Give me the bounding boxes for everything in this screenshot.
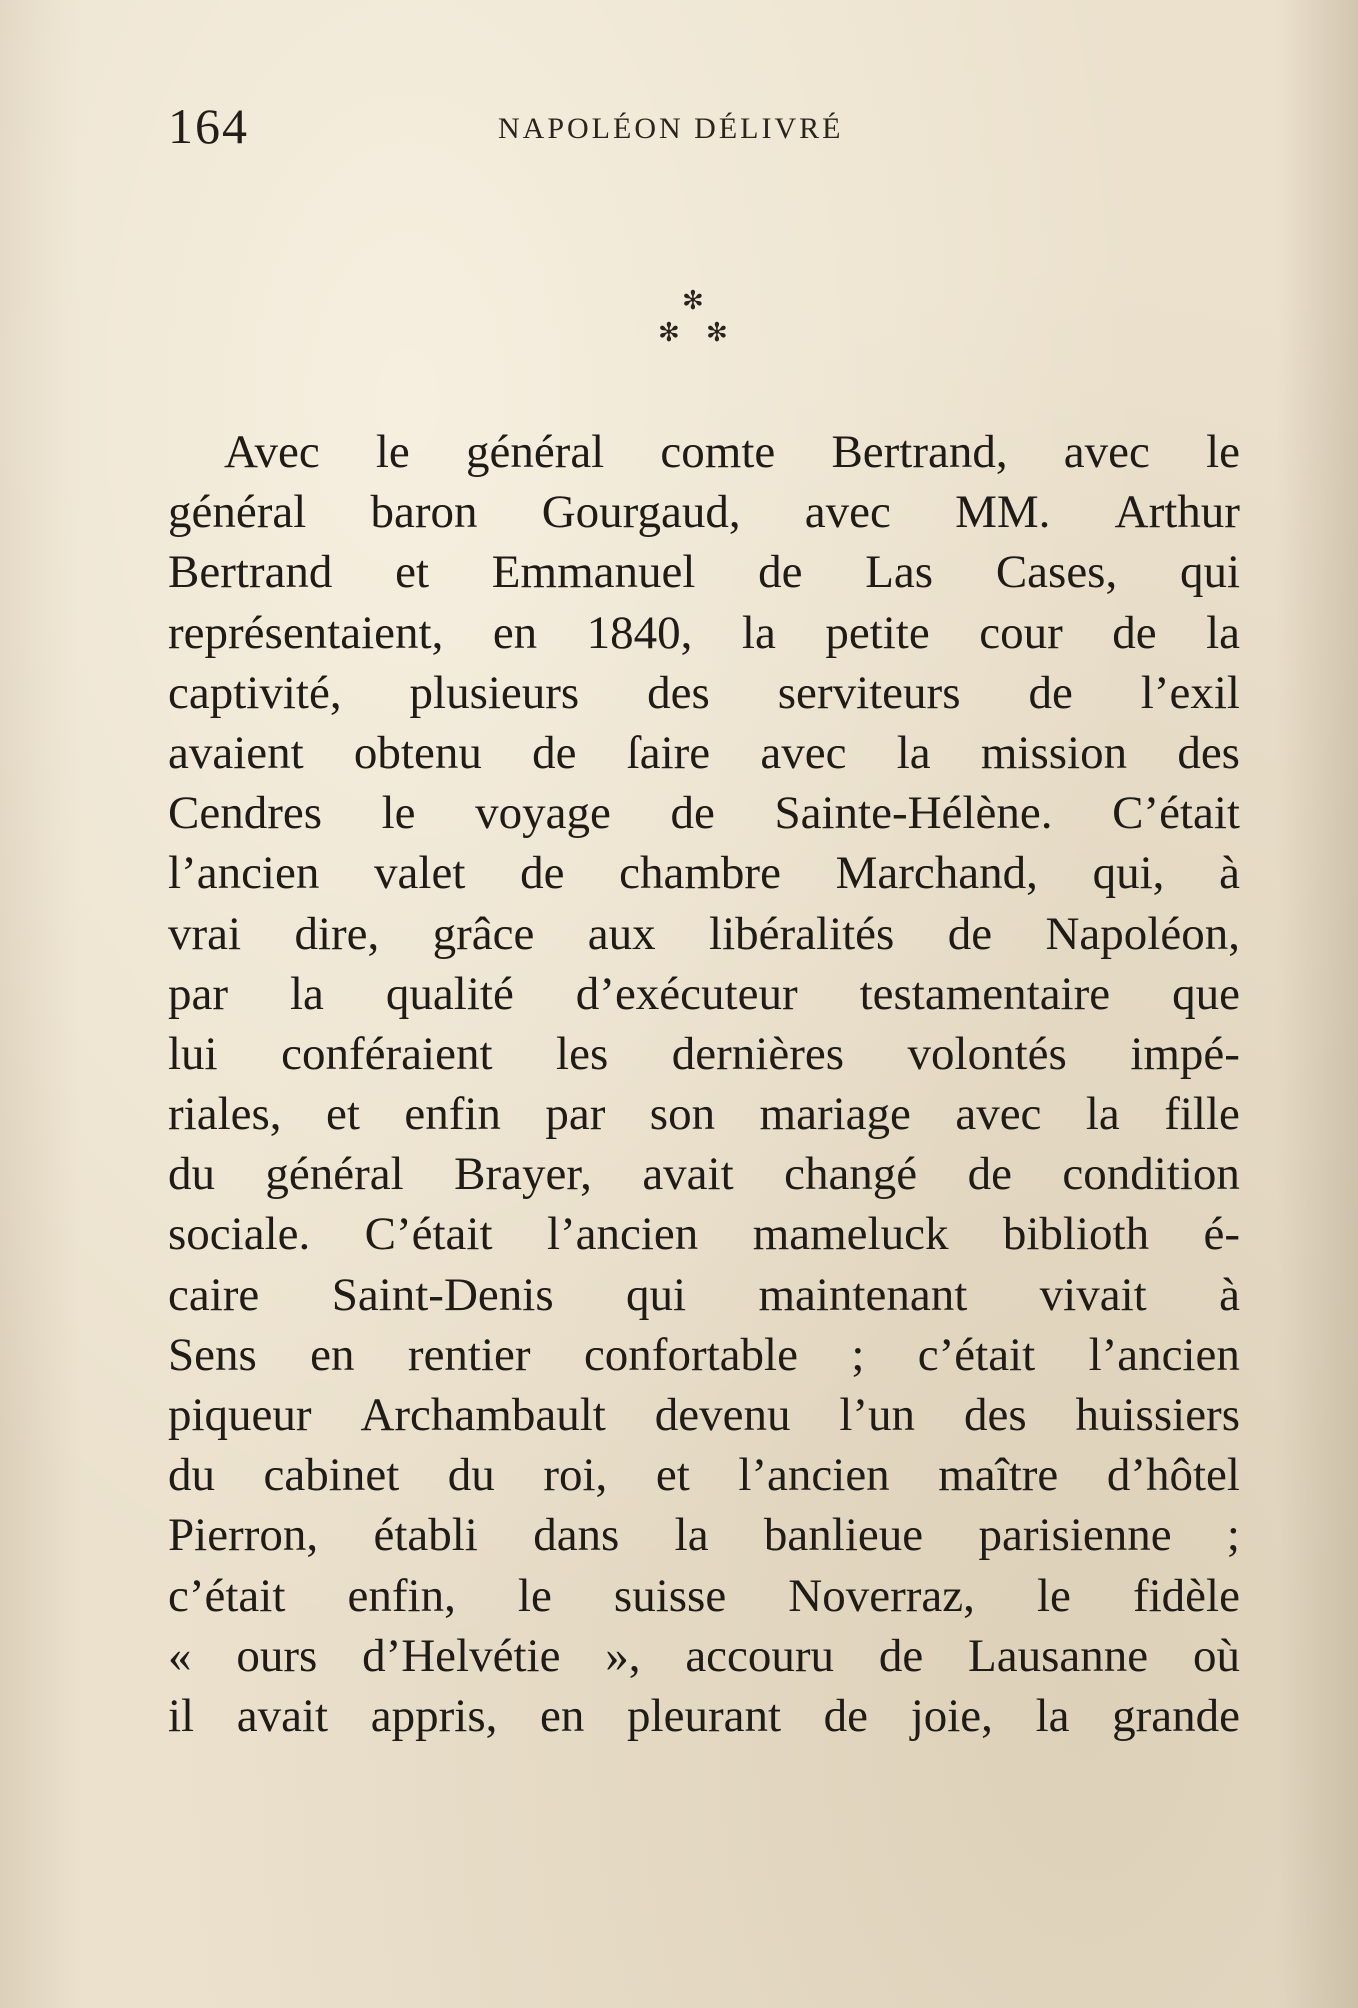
word: grâce <box>432 907 535 960</box>
word: accouru <box>685 1629 835 1682</box>
word: Emmanuel <box>491 546 696 599</box>
word: huissiers <box>1075 1389 1240 1441</box>
word: Lausanne <box>968 1629 1149 1682</box>
page-header <box>168 96 1240 156</box>
word: des <box>1177 726 1240 779</box>
word: avec <box>804 486 891 539</box>
word: de <box>967 1148 1012 1201</box>
word: des <box>647 666 710 719</box>
word: biblioth <box>1002 1208 1150 1261</box>
word: dernières <box>671 1027 844 1080</box>
text-line <box>168 1024 1240 1084</box>
word: du <box>447 1449 495 1502</box>
word: Noverraz, <box>788 1569 975 1622</box>
word: par <box>168 967 229 1020</box>
word: la <box>1206 606 1240 659</box>
word: valet <box>374 847 466 900</box>
word: établi <box>373 1509 478 1562</box>
text-line <box>168 1566 1240 1626</box>
word: dans <box>533 1509 620 1562</box>
word: maintenant <box>758 1268 968 1321</box>
word: et <box>655 1449 690 1502</box>
word: l’ancien <box>546 1208 699 1261</box>
word: », <box>605 1629 641 1682</box>
running-title: NAPOLÉON DÉLIVRÉ <box>498 112 844 145</box>
word: où <box>1192 1629 1240 1682</box>
word: représentaient, <box>168 606 444 659</box>
word: confortable <box>583 1328 798 1381</box>
word: avait <box>642 1148 734 1201</box>
text-line <box>168 422 1240 482</box>
word: la <box>1035 1689 1070 1742</box>
word: baron <box>370 486 478 539</box>
word: de <box>1028 666 1073 719</box>
word: de <box>1112 606 1157 659</box>
word: impé- <box>1130 1027 1240 1080</box>
star-icon: ✻ <box>682 286 704 316</box>
word: le <box>375 426 410 478</box>
word: d’Helvétie <box>362 1629 561 1682</box>
word: enfin, <box>347 1569 456 1622</box>
word: ; <box>1226 1509 1240 1562</box>
word: Archambault <box>360 1389 606 1441</box>
word: Cases, <box>995 546 1118 599</box>
text-line <box>168 723 1240 783</box>
word: Brayer, <box>454 1148 592 1201</box>
word: cour <box>979 606 1063 659</box>
word: ſaire <box>626 726 711 779</box>
word: à <box>1219 1268 1240 1321</box>
word: Sainte-Hélène. <box>774 787 1053 840</box>
word: voyage <box>475 787 611 840</box>
word: et <box>395 546 430 599</box>
word: avaient <box>168 726 304 779</box>
word: captivité, <box>168 666 342 719</box>
asterism-ornament <box>640 288 750 368</box>
word: de <box>758 546 803 599</box>
word: appris, <box>370 1689 498 1742</box>
word: la <box>896 726 931 779</box>
word: roi, <box>543 1449 608 1502</box>
word: qui, <box>1092 847 1165 900</box>
word: ; <box>851 1328 865 1381</box>
word: mameluck <box>752 1208 949 1261</box>
word: avec <box>760 726 847 779</box>
text-line <box>168 783 1240 843</box>
word: son <box>649 1088 716 1141</box>
word: en <box>540 1689 585 1742</box>
page-number: 164 <box>168 98 249 154</box>
word: Las <box>865 546 934 599</box>
word: rentier <box>407 1328 531 1381</box>
word: le <box>1036 1569 1071 1622</box>
word: petite <box>825 606 930 659</box>
word: dire, <box>294 907 380 960</box>
text-line <box>168 1325 1240 1385</box>
word: obtenu <box>353 726 482 779</box>
word: Avec <box>224 426 320 478</box>
word: de <box>823 1689 869 1742</box>
word: l’ancien <box>1088 1328 1240 1381</box>
word: la <box>741 606 776 659</box>
word: Arthur <box>1114 486 1240 539</box>
word: comte <box>660 426 776 478</box>
word: qui <box>626 1268 687 1321</box>
word: d’hôtel <box>1106 1449 1240 1502</box>
word: aux <box>587 907 656 960</box>
word: du <box>168 1449 215 1502</box>
word: l’un <box>839 1389 916 1441</box>
text-line <box>168 1505 1240 1565</box>
word: sociale. <box>168 1208 311 1261</box>
text-line <box>168 1445 1240 1505</box>
word: c’était <box>168 1569 286 1622</box>
word: lui <box>168 1027 218 1080</box>
word: C’était <box>364 1208 493 1261</box>
text-line <box>168 843 1240 903</box>
word: Gourgaud, <box>541 486 741 539</box>
word: ours <box>236 1629 318 1682</box>
word: banlieue <box>763 1509 924 1562</box>
body-paragraph <box>168 422 1240 1746</box>
word: enfin <box>404 1088 501 1141</box>
word: libéralités <box>709 907 895 960</box>
word: avait <box>236 1689 329 1742</box>
word: fidèle <box>1132 1569 1240 1622</box>
word: général <box>168 486 307 539</box>
text-line <box>168 904 1240 964</box>
word: plusieurs <box>409 666 580 719</box>
text-line <box>168 1144 1240 1204</box>
word: Bertrand, <box>831 426 1008 478</box>
star-icon: ✻ <box>658 318 680 348</box>
word: les <box>556 1027 609 1080</box>
word: des <box>963 1389 1027 1441</box>
word: vivait <box>1039 1268 1147 1321</box>
word: parisienne <box>978 1509 1172 1562</box>
word: piqueur <box>168 1389 312 1441</box>
word: que <box>1172 967 1240 1020</box>
word: de <box>947 907 993 960</box>
word: la <box>674 1509 709 1562</box>
word: devenu <box>654 1389 791 1441</box>
word: de <box>878 1629 924 1682</box>
word: pleurant <box>627 1689 782 1742</box>
word: l’ancien <box>738 1449 890 1502</box>
word: il <box>168 1689 195 1742</box>
word: et <box>325 1088 360 1141</box>
word: Pierron, <box>168 1509 319 1562</box>
word: 1840, <box>586 606 693 659</box>
text-line <box>168 1084 1240 1144</box>
word: Bertrand <box>168 546 333 599</box>
word: mariage <box>759 1088 911 1141</box>
text-line <box>168 663 1240 723</box>
word: Marchand, <box>835 847 1038 900</box>
word: testamentaire <box>859 967 1111 1020</box>
word: la <box>290 967 324 1020</box>
word: qui <box>1179 546 1240 599</box>
word: volontés <box>907 1027 1067 1080</box>
word: chambre <box>619 847 781 900</box>
word: Sens <box>168 1328 257 1381</box>
word: le <box>1206 426 1240 478</box>
word: l’ancien <box>168 847 320 900</box>
word: serviteurs <box>777 666 961 719</box>
text-line <box>168 1686 1240 1746</box>
word: é- <box>1203 1208 1240 1261</box>
word: le <box>381 787 416 840</box>
word: à <box>1219 847 1240 900</box>
word: du <box>168 1148 215 1201</box>
word: Napoléon, <box>1045 907 1240 960</box>
text-line <box>168 542 1240 602</box>
word: fille <box>1164 1088 1240 1141</box>
text-line <box>168 1626 1240 1686</box>
word: par <box>545 1088 606 1141</box>
word: « <box>168 1629 192 1682</box>
word: c’était <box>917 1328 1036 1381</box>
word: qualité <box>385 967 514 1020</box>
word: suisse <box>613 1569 727 1622</box>
word: joie, <box>910 1689 993 1742</box>
text-line <box>168 603 1240 663</box>
text-line <box>168 964 1240 1024</box>
word: avec <box>1063 426 1150 478</box>
word: C’était <box>1112 787 1240 840</box>
word: de <box>532 726 577 779</box>
word: général <box>265 1148 404 1201</box>
word: vrai <box>168 907 242 960</box>
word: mission <box>980 726 1128 779</box>
word: le <box>517 1569 552 1622</box>
word: changé <box>784 1148 918 1201</box>
word: général <box>465 426 605 478</box>
word: condition <box>1062 1148 1240 1201</box>
word: Cendres <box>168 787 323 840</box>
word: grande <box>1112 1689 1240 1742</box>
star-icon: ✻ <box>706 318 728 348</box>
word: cabinet <box>263 1449 400 1502</box>
word: d’exécuteur <box>575 967 798 1020</box>
text-line <box>168 1265 1240 1325</box>
word: la <box>1085 1088 1120 1141</box>
word: en <box>492 606 538 659</box>
text-line <box>168 482 1240 542</box>
word: en <box>310 1328 355 1381</box>
text-line <box>168 1385 1240 1445</box>
word: Saint-Denis <box>331 1268 554 1321</box>
word: de <box>670 787 715 840</box>
word: caire <box>168 1268 260 1321</box>
word: de <box>520 847 565 900</box>
word: MM. <box>955 486 1051 539</box>
text-line <box>168 1204 1240 1264</box>
word: avec <box>955 1088 1042 1141</box>
word: riales, <box>168 1088 282 1141</box>
word: conféraient <box>281 1027 493 1080</box>
word: maître <box>938 1449 1059 1502</box>
word: l’exil <box>1140 666 1240 719</box>
